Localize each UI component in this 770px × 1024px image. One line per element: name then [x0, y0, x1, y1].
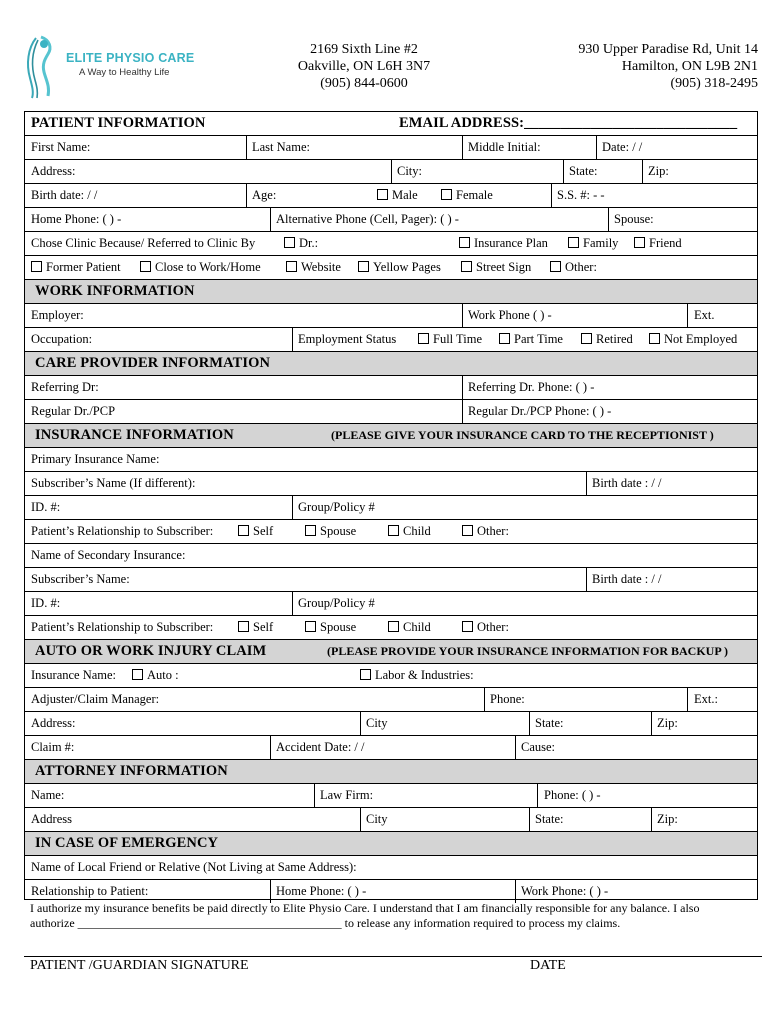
secondary-insurance-row [25, 544, 757, 568]
female-label: Female [456, 188, 493, 202]
claim-number-row [25, 736, 757, 760]
authorization-statement [30, 901, 750, 931]
care-provider-header-row [25, 352, 757, 376]
labor-industries-label: Labor & Industries: [375, 668, 474, 682]
birth-date-field[interactable]: Birth date: / / [31, 188, 98, 202]
male-option[interactable] [377, 184, 418, 207]
emergency-heading: IN CASE OF EMERGENCY [35, 835, 219, 851]
employer-field[interactable]: Employer: [31, 308, 84, 322]
zip-field[interactable]: Zip: [648, 164, 669, 178]
labor-industries-checkbox[interactable] [360, 669, 371, 680]
attorney-name-row [25, 784, 757, 808]
insurance-plan-checkbox[interactable] [459, 237, 470, 248]
other-relationship-label: Other: [477, 524, 509, 538]
emergency-work-phone-field[interactable]: Work Phone: ( ) - [521, 884, 609, 898]
adjuster-row [25, 688, 757, 712]
website-option[interactable] [286, 256, 341, 279]
state-field[interactable]: State: [569, 164, 598, 178]
yellow-pages-checkbox[interactable] [358, 261, 369, 272]
secondary-spouse-checkbox[interactable] [305, 621, 316, 632]
secondary-insurance-id-row [25, 592, 757, 616]
secondary-spouse-label: Spouse [320, 620, 357, 634]
phone-row [25, 208, 757, 232]
part-time-checkbox[interactable] [499, 333, 510, 344]
former-patient-option[interactable] [31, 256, 121, 279]
former-patient-checkbox[interactable] [31, 261, 42, 272]
child-option[interactable] [388, 520, 431, 543]
subscriber-name-field[interactable]: Subscriber’s Name (If different): [31, 476, 196, 490]
auto-backup-note: (PLEASE PROVIDE YOUR INSURANCE INFORMATION FOR BACKUP ) [327, 644, 729, 658]
insurance-plan-option[interactable] [459, 232, 548, 255]
other-relationship-option[interactable] [462, 520, 509, 543]
website-label: Website [301, 260, 341, 274]
referring-dr-row [25, 376, 757, 400]
part-time-label: Part Time [514, 332, 563, 346]
dr-option[interactable] [284, 232, 318, 255]
not-employed-checkbox[interactable] [649, 333, 660, 344]
street-sign-option[interactable] [461, 256, 531, 279]
spouse-checkbox[interactable] [305, 525, 316, 536]
insurance-information-header-row [25, 424, 757, 448]
secondary-other-option[interactable] [462, 616, 509, 639]
address-line: 930 Upper Paradise Rd, Unit 14 [578, 42, 758, 57]
occupation-field[interactable]: Occupation: [31, 332, 93, 346]
other-source-label: Other: [565, 260, 597, 274]
first-name-field[interactable]: First Name: [31, 140, 91, 154]
attorney-phone-field[interactable]: Phone: ( ) - [544, 788, 601, 802]
authorization-line: authorize ____________________________________________ to release any information required to process my claims. [30, 916, 621, 930]
full-time-option[interactable] [418, 328, 482, 351]
other-source-checkbox[interactable] [550, 261, 561, 272]
primary-insurance-name-field[interactable]: Primary Insurance Name: [31, 452, 160, 466]
friend-checkbox[interactable] [634, 237, 645, 248]
auto-checkbox[interactable] [132, 669, 143, 680]
female-option[interactable] [441, 184, 493, 207]
care-provider-heading: CARE PROVIDER INFORMATION [35, 355, 271, 371]
patient-information-header-row [25, 112, 757, 136]
work-ext-field[interactable]: Ext. [694, 308, 715, 322]
work-phone-field[interactable]: Work Phone ( ) - [468, 308, 552, 322]
middle-initial-field[interactable]: Middle Initial: [468, 140, 541, 154]
secondary-other-checkbox[interactable] [462, 621, 473, 632]
secondary-subscriber-name-field[interactable]: Subscriber’s Name: [31, 572, 130, 586]
insurance-plan-label: Insurance Plan [474, 236, 548, 250]
referring-dr-field[interactable]: Referring Dr: [31, 380, 99, 394]
clinic-address-oakville [294, 41, 434, 92]
insurance-id-field[interactable]: ID. #: [31, 500, 61, 514]
date-field[interactable]: Date: / / [602, 140, 643, 154]
attorney-zip-field[interactable]: Zip: [657, 812, 678, 826]
work-information-heading: WORK INFORMATION [35, 283, 195, 299]
male-label: Male [392, 188, 418, 202]
yellow-pages-option[interactable] [358, 256, 441, 279]
attorney-address-field[interactable]: Address [31, 812, 72, 826]
logo-tagline: A Way to Healthy Life [79, 67, 170, 78]
emergency-relationship-field[interactable]: Relationship to Patient: [31, 884, 149, 898]
street-sign-checkbox[interactable] [461, 261, 472, 272]
spouse-field[interactable]: Spouse: [614, 212, 654, 226]
occupation-row [25, 328, 757, 352]
logo-figure-icon [22, 34, 62, 100]
friend-label: Friend [649, 236, 682, 250]
family-option[interactable] [568, 232, 618, 255]
dr-label: Dr.: [299, 236, 319, 250]
relationship-row [25, 520, 757, 544]
labor-industries-option[interactable] [360, 664, 474, 687]
birth-row [25, 184, 757, 208]
yellow-pages-label: Yellow Pages [373, 260, 441, 274]
local-friend-row [25, 856, 757, 880]
secondary-insurance-name-field[interactable]: Name of Secondary Insurance: [31, 548, 186, 562]
child-checkbox[interactable] [388, 525, 399, 536]
friend-option[interactable] [634, 232, 682, 255]
cause-field[interactable]: Cause: [521, 740, 556, 754]
adjuster-field[interactable]: Adjuster/Claim Manager: [31, 692, 160, 706]
secondary-spouse-option[interactable] [305, 616, 356, 639]
other-relationship-checkbox[interactable] [462, 525, 473, 536]
subscriber-row [25, 472, 757, 496]
address-phone: (905) 844-0600 [320, 76, 408, 91]
insurance-information-heading: INSURANCE INFORMATION [35, 427, 234, 443]
group-policy-field[interactable]: Group/Policy # [298, 500, 375, 514]
attorney-name-field[interactable]: Name: [31, 788, 65, 802]
patient-intake-form [24, 111, 758, 900]
child-label: Child [403, 524, 431, 538]
claim-insurance-name-label: Insurance Name: [31, 668, 117, 682]
full-time-label: Full Time [433, 332, 482, 346]
attorney-heading: ATTORNEY INFORMATION [35, 763, 228, 779]
spouse-label: Spouse [320, 524, 357, 538]
clinic-address-hamilton [578, 41, 758, 92]
chose-clinic-label: Chose Clinic Because/ Referred to Clinic By [31, 236, 256, 250]
relationship-label: Patient’s Relationship to Subscriber: [31, 524, 214, 538]
attorney-address-row [25, 808, 757, 832]
work-information-header-row [25, 280, 757, 304]
logo-title: ELITE PHYSIO CARE [66, 51, 195, 65]
secondary-child-checkbox[interactable] [388, 621, 399, 632]
secondary-relationship-row [25, 616, 757, 640]
website-checkbox[interactable] [286, 261, 297, 272]
claim-zip-field[interactable]: Zip: [657, 716, 678, 730]
last-name-field[interactable]: Last Name: [252, 140, 310, 154]
auto-claim-header-row [25, 640, 757, 664]
secondary-self-option[interactable] [238, 616, 273, 639]
close-to-work-checkbox[interactable] [140, 261, 151, 272]
not-employed-option[interactable] [649, 328, 737, 351]
signature-date-label[interactable]: DATE [530, 958, 566, 973]
self-checkbox[interactable] [238, 525, 249, 536]
male-checkbox[interactable] [377, 189, 388, 200]
insurance-card-note: (PLEASE GIVE YOUR INSURANCE CARD TO THE RECEPTIONIST ) [331, 428, 714, 442]
home-phone-field[interactable]: Home Phone: ( ) - [31, 212, 122, 226]
dr-checkbox[interactable] [284, 237, 295, 248]
address-line: Oakville, ON L6H 3N7 [297, 59, 431, 74]
age-field[interactable]: Age: [252, 188, 277, 202]
close-to-work-label: Close to Work/Home [155, 260, 261, 274]
authorization-line: I authorize my insurance benefits be paid directly to Elite Physio Care. I understand that I am financially responsible for any balance. I also [30, 901, 700, 915]
claim-address-field[interactable]: Address: [31, 716, 76, 730]
accident-date-field[interactable]: Accident Date: / / [276, 740, 365, 754]
attorney-city-field[interactable]: City [366, 812, 388, 826]
email-address-field[interactable]: EMAIL ADDRESS:_____________________________ [399, 115, 738, 131]
close-to-work-option[interactable] [140, 256, 261, 279]
city-field[interactable]: City: [397, 164, 423, 178]
secondary-relationship-label: Patient’s Relationship to Subscriber: [31, 620, 214, 634]
employer-row [25, 304, 757, 328]
auto-option[interactable] [132, 664, 179, 687]
referral-row [25, 232, 757, 256]
emergency-header-row [25, 832, 757, 856]
claim-address-row [25, 712, 757, 736]
regular-dr-row [25, 400, 757, 424]
signature-line [24, 956, 762, 957]
secondary-insurance-id-field[interactable]: ID. #: [31, 596, 61, 610]
address-line: 2169 Sixth Line #2 [310, 42, 418, 57]
self-option[interactable] [238, 520, 273, 543]
secondary-other-label: Other: [477, 620, 509, 634]
secondary-child-label: Child [403, 620, 431, 634]
law-firm-field[interactable]: Law Firm: [320, 788, 374, 802]
referring-dr-phone-field[interactable]: Referring Dr. Phone: ( ) - [468, 380, 595, 394]
signature-label[interactable]: PATIENT /GUARDIAN SIGNATURE [30, 958, 249, 973]
regular-dr-phone-field[interactable]: Regular Dr./PCP Phone: ( ) - [468, 404, 612, 418]
part-time-option[interactable] [499, 328, 563, 351]
secondary-self-label: Self [253, 620, 274, 634]
street-sign-label: Street Sign [476, 260, 532, 274]
referral-source-row [25, 256, 757, 280]
auto-label: Auto : [147, 668, 179, 682]
secondary-self-checkbox[interactable] [238, 621, 249, 632]
retired-label: Retired [596, 332, 633, 346]
employment-status-label: Employment Status [298, 332, 397, 346]
retired-checkbox[interactable] [581, 333, 592, 344]
family-label: Family [583, 236, 619, 250]
adjuster-phone-field[interactable]: Phone: [490, 692, 525, 706]
adjuster-ext-field[interactable]: Ext.: [694, 692, 718, 706]
ss-number-field[interactable]: S.S. #: - - [557, 188, 605, 202]
secondary-subscriber-row [25, 568, 757, 592]
former-patient-label: Former Patient [46, 260, 121, 274]
subscriber-birth-date-field[interactable]: Birth date : / / [592, 476, 662, 490]
local-friend-field[interactable]: Name of Local Friend or Relative (Not Living at Same Address): [31, 860, 357, 874]
family-checkbox[interactable] [568, 237, 579, 248]
retired-option[interactable] [581, 328, 633, 351]
claim-state-field[interactable]: State: [535, 716, 564, 730]
claim-city-field[interactable]: City [366, 716, 388, 730]
clinic-logo [22, 34, 197, 100]
claim-insurance-row [25, 664, 757, 688]
address-field[interactable]: Address: [31, 164, 76, 178]
secondary-group-policy-field[interactable]: Group/Policy # [298, 596, 375, 610]
other-source-option[interactable] [550, 256, 597, 279]
insurance-id-row [25, 496, 757, 520]
address-row [25, 160, 757, 184]
claim-number-field[interactable]: Claim #: [31, 740, 75, 754]
self-label: Self [253, 524, 274, 538]
address-line: Hamilton, ON L9B 2N1 [621, 59, 758, 74]
auto-claim-heading: AUTO OR WORK INJURY CLAIM [35, 643, 267, 659]
full-time-checkbox[interactable] [418, 333, 429, 344]
name-row [25, 136, 757, 160]
secondary-child-option[interactable] [388, 616, 431, 639]
attorney-state-field[interactable]: State: [535, 812, 564, 826]
attorney-header-row [25, 760, 757, 784]
female-checkbox[interactable] [441, 189, 452, 200]
address-phone: (905) 318-2495 [670, 76, 758, 91]
alternative-phone-field[interactable]: Alternative Phone (Cell, Pager): ( ) - [276, 212, 459, 226]
regular-dr-field[interactable]: Regular Dr./PCP [31, 404, 116, 418]
secondary-subscriber-birth-date-field[interactable]: Birth date : / / [592, 572, 662, 586]
patient-information-heading: PATIENT INFORMATION [31, 115, 206, 131]
emergency-home-phone-field[interactable]: Home Phone: ( ) - [276, 884, 367, 898]
primary-insurance-row [25, 448, 757, 472]
not-employed-label: Not Employed [664, 332, 738, 346]
spouse-option[interactable] [305, 520, 356, 543]
